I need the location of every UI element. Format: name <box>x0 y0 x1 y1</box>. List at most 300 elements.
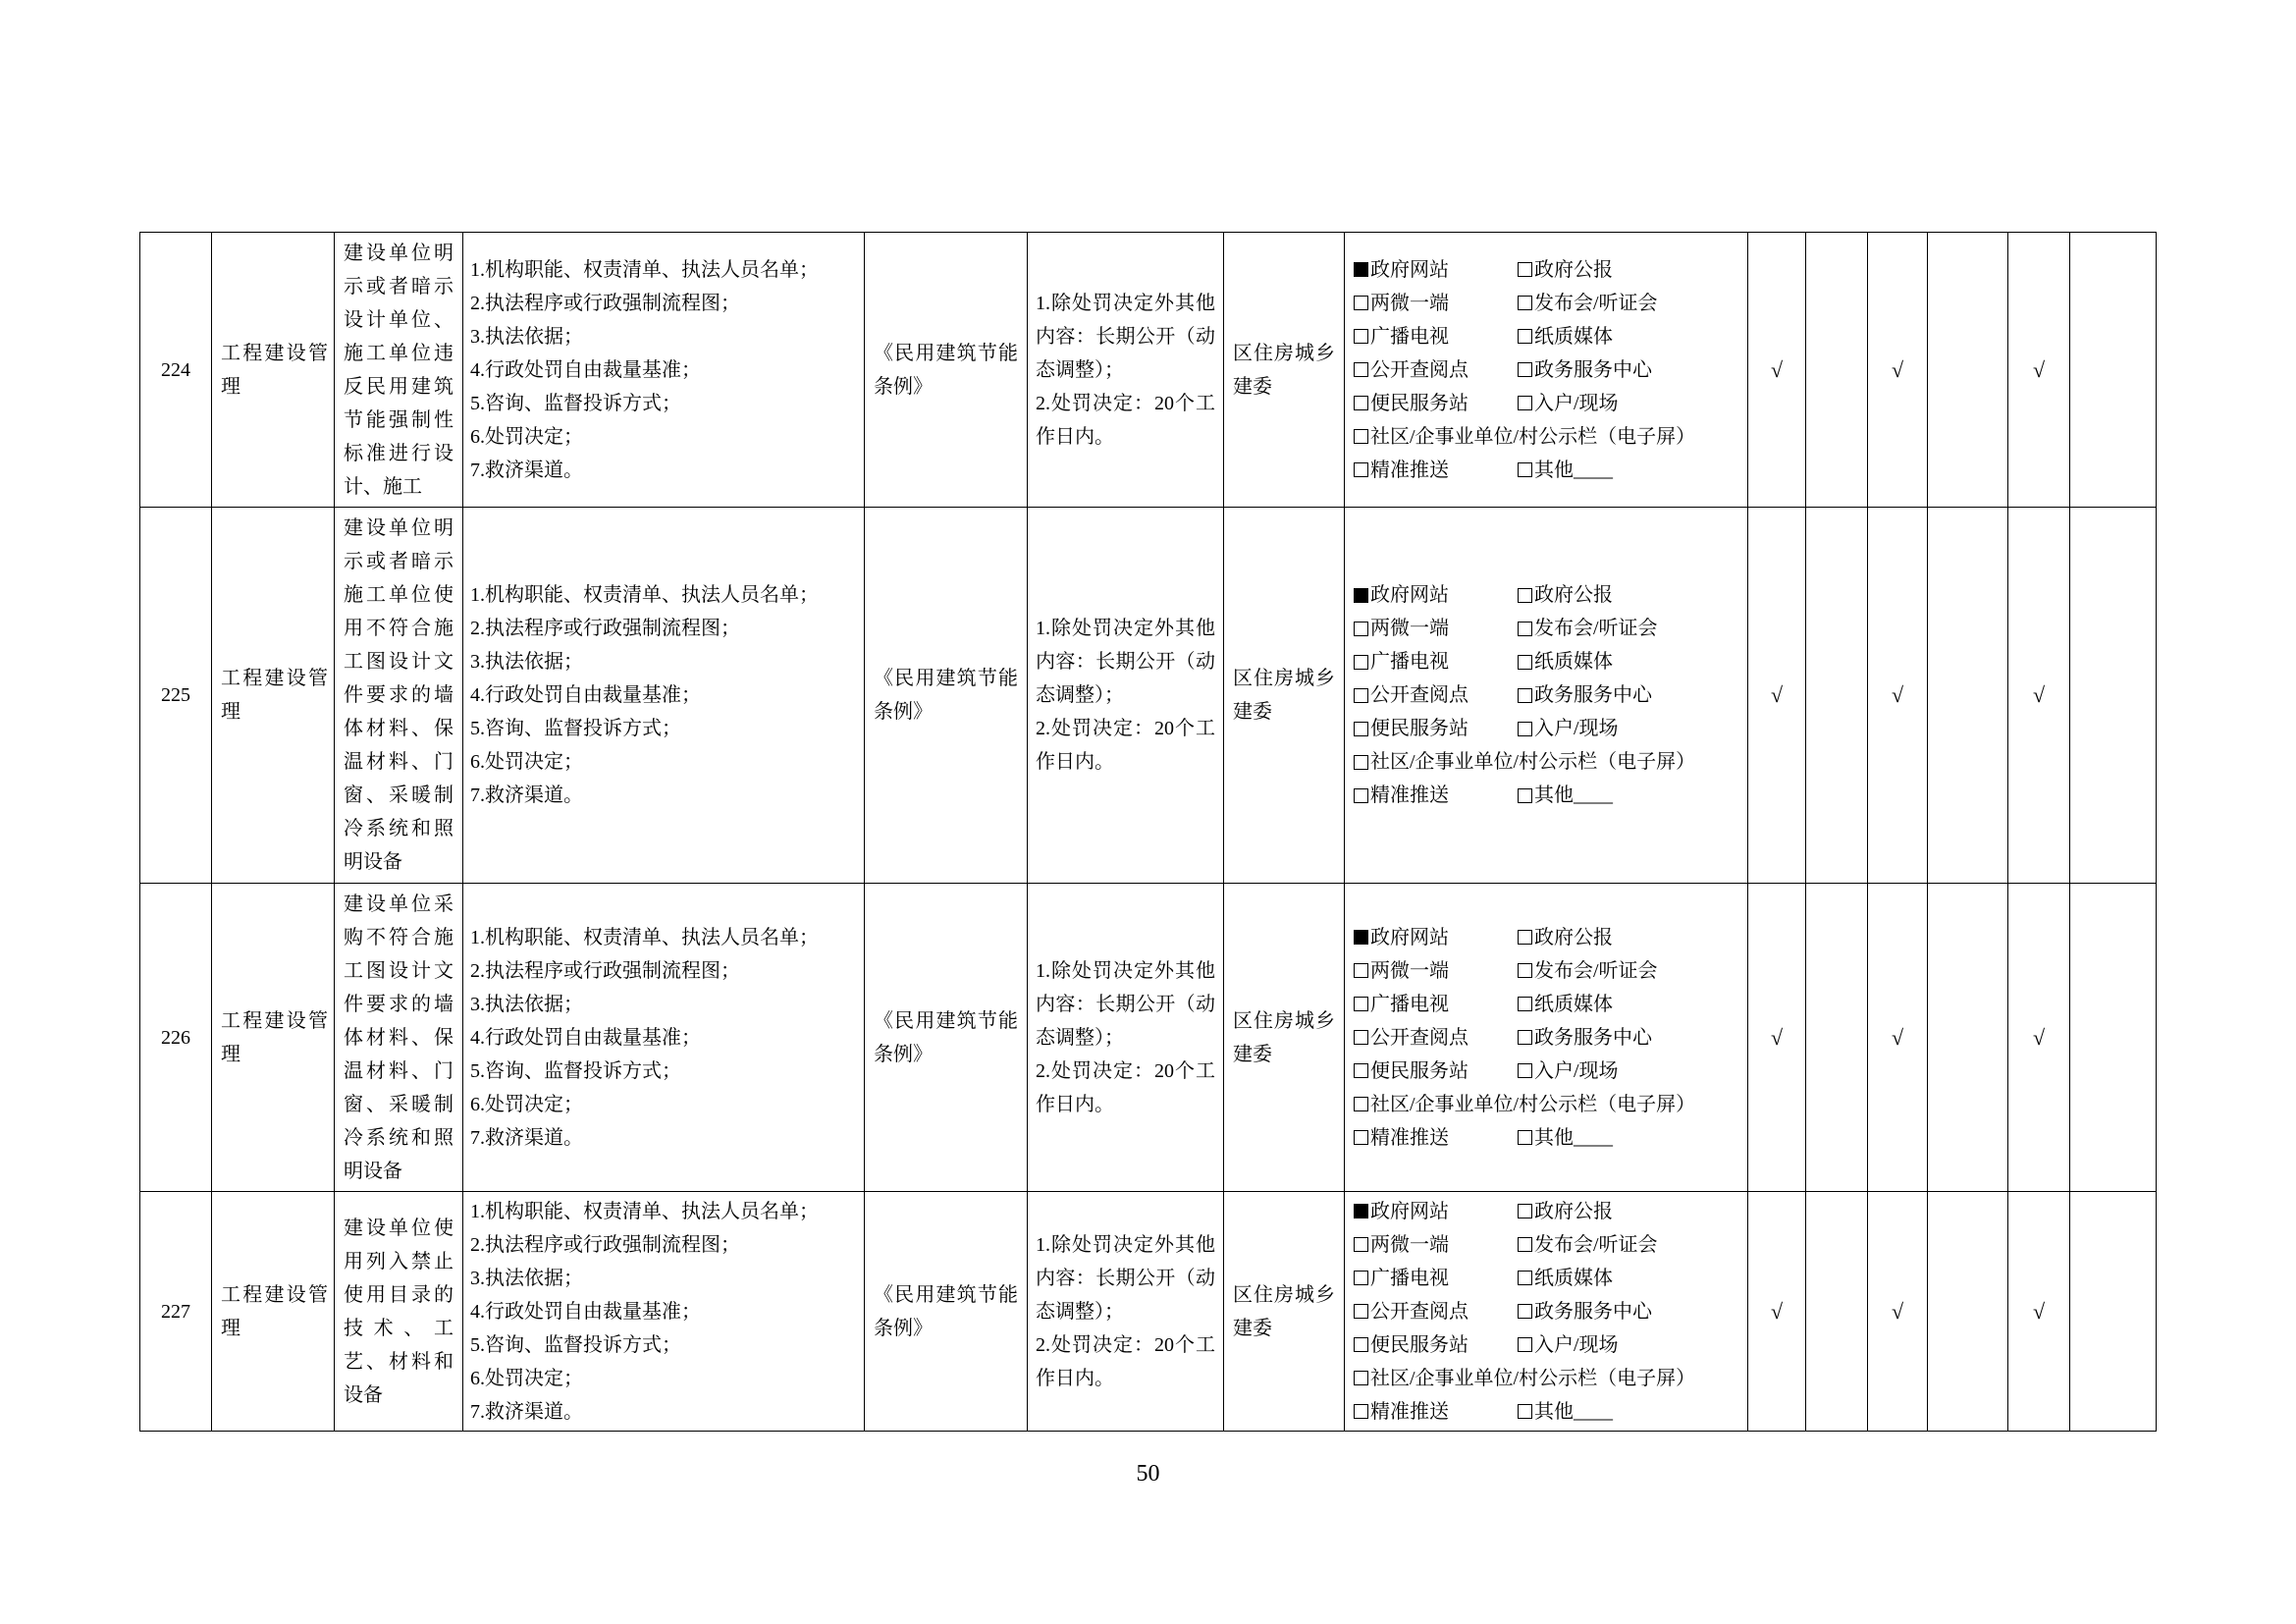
channel-label: 精准推送 <box>1370 1126 1449 1149</box>
time-limit-line: 1.除处罚决定外其他内容：长期公开（动态调整）； <box>1036 959 1215 1049</box>
row-number-cell <box>140 884 212 1192</box>
channel-label: 公开查阅点 <box>1370 684 1468 706</box>
empty-box-icon <box>1354 396 1368 410</box>
channels-cell <box>1345 884 1748 1192</box>
category-cell <box>212 884 335 1192</box>
subject-cell <box>1224 508 1345 884</box>
channel-row <box>1354 578 1743 612</box>
channel-row <box>1354 1195 1743 1228</box>
channel-label: 发布会/听证会 <box>1534 959 1658 982</box>
channel-row <box>1354 678 1743 712</box>
channel-label: 其他____ <box>1534 1126 1613 1149</box>
channel-label: 便民服务站 <box>1370 392 1468 414</box>
check-mark-icon: √ <box>1770 356 1784 382</box>
empty-box-icon <box>1518 1204 1532 1218</box>
channel-option <box>1518 678 1682 712</box>
category-text: 工程建设管理 <box>221 342 328 398</box>
content-line: 2.执法程序或行政强制流程图； <box>470 1233 740 1256</box>
empty-box-icon <box>1518 1304 1532 1319</box>
channel-option <box>1354 420 1695 454</box>
channel-row <box>1354 1328 1743 1362</box>
check-mark-icon: √ <box>1770 682 1784 707</box>
checked-box-icon <box>1354 588 1368 603</box>
table-row <box>140 1192 2157 1432</box>
channel-option <box>1354 779 1518 812</box>
channel-option <box>1518 353 1682 387</box>
empty-box-icon <box>1354 1271 1368 1285</box>
channel-label: 政府公报 <box>1534 258 1613 281</box>
channel-option <box>1354 1055 1518 1088</box>
channel-option <box>1354 712 1518 745</box>
channel-row <box>1354 1121 1743 1155</box>
channel-label: 政府网站 <box>1370 1200 1449 1222</box>
empty-box-icon <box>1518 788 1532 803</box>
channel-label: 公开查阅点 <box>1370 1026 1468 1049</box>
empty-box-icon <box>1518 930 1532 945</box>
content-line: 5.咨询、监督投诉方式； <box>470 1059 681 1082</box>
content-line: 2.执法程序或行政强制流程图； <box>470 618 740 639</box>
content-cell <box>463 1192 865 1432</box>
empty-box-icon <box>1518 1063 1532 1078</box>
channel-label: 社区/企事业单位/村公示栏（电子屏） <box>1370 1367 1696 1389</box>
channel-row <box>1354 1088 1743 1121</box>
subject-text: 区住房城乡建委 <box>1233 342 1335 398</box>
channel-label: 社区/企事业单位/村公示栏（电子屏） <box>1370 1093 1696 1115</box>
channel-label: 入户/现场 <box>1534 718 1619 739</box>
content-line: 5.咨询、监督投诉方式； <box>470 392 681 414</box>
table-row <box>140 508 2157 884</box>
checked-box-icon <box>1354 262 1368 277</box>
row-number: 224 <box>161 358 190 381</box>
check-cell <box>1928 884 2008 1192</box>
content-line: 1.机构职能、权责清单、执法人员名单； <box>470 258 819 281</box>
empty-box-icon <box>1518 1271 1532 1285</box>
channel-option <box>1518 253 1682 287</box>
channel-label: 社区/企事业单位/村公示栏（电子屏） <box>1370 751 1696 773</box>
check-cell <box>1806 884 1868 1192</box>
empty-box-icon <box>1354 963 1368 978</box>
page-number: 50 <box>1136 1461 1160 1487</box>
channel-label: 发布会/听证会 <box>1534 1233 1658 1256</box>
content-line: 6.处罚决定； <box>470 1367 583 1389</box>
check-cell <box>1928 1192 2008 1432</box>
channel-option <box>1354 612 1518 645</box>
channel-label: 政府公报 <box>1534 926 1613 948</box>
channels-cell <box>1345 1192 1748 1432</box>
content-line: 5.咨询、监督投诉方式； <box>470 718 681 739</box>
check-mark-icon: √ <box>1891 356 1904 382</box>
channel-option <box>1354 1088 1695 1121</box>
empty-box-icon <box>1354 329 1368 344</box>
time-limit-line: 1.除处罚决定外其他内容：长期公开（动态调整）； <box>1036 1233 1215 1323</box>
channel-label: 政务服务中心 <box>1534 684 1652 706</box>
channel-option <box>1518 1228 1682 1262</box>
content-line: 3.执法依据； <box>470 651 583 673</box>
channel-option <box>1518 454 1682 487</box>
channel-label: 政务服务中心 <box>1534 1300 1652 1323</box>
channel-row <box>1354 353 1743 387</box>
empty-box-icon <box>1518 722 1532 736</box>
channel-option <box>1518 712 1682 745</box>
empty-box-icon <box>1354 1237 1368 1252</box>
row-number: 226 <box>161 1026 190 1049</box>
content-line: 4.行政处罚自由裁量基准； <box>470 684 701 706</box>
channel-label: 公开查阅点 <box>1370 358 1468 381</box>
channel-option <box>1518 988 1682 1021</box>
channel-option <box>1518 1195 1682 1228</box>
channel-row <box>1354 745 1743 779</box>
empty-box-icon <box>1354 788 1368 803</box>
table-row <box>140 884 2157 1192</box>
channel-label: 其他____ <box>1534 1400 1613 1423</box>
channel-label: 政府公报 <box>1534 1200 1613 1222</box>
empty-box-icon <box>1518 262 1532 277</box>
content-line: 7.救济渠道。 <box>470 459 583 481</box>
time-limit-cell <box>1028 884 1224 1192</box>
channel-label: 便民服务站 <box>1370 1333 1468 1356</box>
row-number: 227 <box>161 1300 190 1323</box>
channel-option <box>1354 1328 1518 1362</box>
content-line: 6.处罚决定； <box>470 751 583 773</box>
channel-option <box>1354 1121 1518 1155</box>
channels-cell <box>1345 508 1748 884</box>
time-limit-line: 2.处罚决定：20个工作日内。 <box>1036 392 1215 448</box>
channel-option <box>1354 921 1518 954</box>
check-cell <box>2070 1192 2157 1432</box>
channel-option <box>1518 1262 1682 1295</box>
channel-row <box>1354 779 1743 812</box>
channel-label: 广播电视 <box>1370 1267 1449 1289</box>
check-mark-icon: √ <box>2032 1298 2046 1324</box>
channel-option <box>1518 954 1682 988</box>
channel-option <box>1354 387 1518 420</box>
channel-label: 政府网站 <box>1370 926 1449 948</box>
content-line: 5.咨询、监督投诉方式； <box>470 1333 681 1356</box>
channel-label: 广播电视 <box>1370 325 1449 348</box>
basis-text: 《民用建筑节能条例》 <box>874 668 1018 723</box>
empty-box-icon <box>1518 296 1532 310</box>
content-line: 7.救济渠道。 <box>470 785 583 806</box>
check-cell <box>1868 884 1928 1192</box>
table-body <box>140 233 2157 1432</box>
empty-box-icon <box>1518 1337 1532 1352</box>
item-text: 建设单位使用列入禁止使用目录的技术、工艺、材料和设备 <box>344 1217 454 1406</box>
subject-cell <box>1224 884 1345 1192</box>
content-line: 4.行政处罚自由裁量基准； <box>470 1300 701 1323</box>
channel-row <box>1354 1395 1743 1429</box>
channel-row <box>1354 1228 1743 1262</box>
content-line: 6.处罚决定； <box>470 1093 583 1115</box>
channel-option <box>1354 988 1518 1021</box>
channel-row <box>1354 612 1743 645</box>
check-cell <box>1748 233 1806 508</box>
empty-box-icon <box>1518 329 1532 344</box>
item-cell <box>335 508 463 884</box>
channel-label: 两微一端 <box>1370 959 1449 982</box>
check-mark-icon: √ <box>1770 1024 1784 1050</box>
channel-label: 政务服务中心 <box>1534 358 1652 381</box>
subject-text: 区住房城乡建委 <box>1233 1009 1335 1065</box>
empty-box-icon <box>1354 462 1368 477</box>
empty-box-icon <box>1354 655 1368 670</box>
channel-option <box>1354 1021 1518 1055</box>
basis-cell <box>865 233 1028 508</box>
content-cell <box>463 233 865 508</box>
channel-label: 两微一端 <box>1370 618 1449 639</box>
channel-option <box>1354 253 1518 287</box>
channel-option <box>1518 387 1682 420</box>
item-text: 建设单位明示或者暗示施工单位使用不符合施工图设计文件要求的墙体材料、保温材料、门窗、采暖制冷系统和照明设备 <box>344 517 454 873</box>
category-text: 工程建设管理 <box>221 1283 328 1339</box>
content-cell <box>463 884 865 1192</box>
item-cell <box>335 1192 463 1432</box>
check-cell <box>2008 1192 2070 1432</box>
empty-box-icon <box>1354 1371 1368 1385</box>
basis-cell <box>865 1192 1028 1432</box>
channel-label: 政府网站 <box>1370 258 1449 281</box>
channel-row <box>1354 420 1743 454</box>
channel-label: 广播电视 <box>1370 651 1449 673</box>
channel-row <box>1354 454 1743 487</box>
check-mark-icon: √ <box>1891 1298 1904 1324</box>
channel-option <box>1354 1262 1518 1295</box>
channel-row <box>1354 954 1743 988</box>
check-mark-icon: √ <box>2032 356 2046 382</box>
empty-box-icon <box>1518 622 1532 636</box>
channel-label: 便民服务站 <box>1370 1059 1468 1082</box>
content-line: 1.机构职能、权责清单、执法人员名单； <box>470 1200 819 1222</box>
channel-option <box>1518 1021 1682 1055</box>
empty-box-icon <box>1354 1304 1368 1319</box>
empty-box-icon <box>1518 396 1532 410</box>
category-cell <box>212 508 335 884</box>
channel-label: 入户/现场 <box>1534 1059 1619 1082</box>
empty-box-icon <box>1518 997 1532 1011</box>
channel-row <box>1354 1362 1743 1395</box>
checked-box-icon <box>1354 930 1368 945</box>
basis-cell <box>865 508 1028 884</box>
item-text: 建设单位明示或者暗示设计单位、施工单位违反民用建筑节能强制性标准进行设计、施工 <box>344 242 454 498</box>
channel-label: 政府公报 <box>1534 584 1613 606</box>
channel-row <box>1354 712 1743 745</box>
category-cell <box>212 233 335 508</box>
empty-box-icon <box>1518 1130 1532 1145</box>
channel-option <box>1354 745 1695 779</box>
row-number-cell <box>140 508 212 884</box>
check-mark-icon: √ <box>1770 1298 1784 1324</box>
channel-label: 精准推送 <box>1370 459 1449 481</box>
checked-box-icon <box>1354 1204 1368 1218</box>
channel-option <box>1518 287 1682 320</box>
time-limit-line: 2.处罚决定：20个工作日内。 <box>1036 1059 1215 1115</box>
empty-box-icon <box>1354 722 1368 736</box>
channel-row <box>1354 287 1743 320</box>
channel-row <box>1354 1295 1743 1328</box>
empty-box-icon <box>1518 1237 1532 1252</box>
channel-option <box>1518 1121 1682 1155</box>
empty-box-icon <box>1518 362 1532 377</box>
channel-label: 发布会/听证会 <box>1534 618 1658 639</box>
channel-option <box>1518 921 1682 954</box>
channel-label: 便民服务站 <box>1370 718 1468 739</box>
channel-label: 发布会/听证会 <box>1534 292 1658 314</box>
item-cell <box>335 884 463 1192</box>
check-cell <box>1748 508 1806 884</box>
empty-box-icon <box>1354 1130 1368 1145</box>
check-mark-icon: √ <box>1891 682 1904 707</box>
subject-cell <box>1224 1192 1345 1432</box>
channel-label: 精准推送 <box>1370 1400 1449 1423</box>
item-text: 建设单位采购不符合施工图设计文件要求的墙体材料、保温材料、门窗、采暖制冷系统和照明设备 <box>344 893 454 1182</box>
channel-option <box>1518 1055 1682 1088</box>
check-cell <box>2008 508 2070 884</box>
subject-cell <box>1224 233 1345 508</box>
empty-box-icon <box>1354 1097 1368 1111</box>
content-line: 7.救济渠道。 <box>470 1400 583 1423</box>
empty-box-icon <box>1354 622 1368 636</box>
channel-option <box>1354 578 1518 612</box>
channel-option <box>1518 645 1682 678</box>
subject-text: 区住房城乡建委 <box>1233 1283 1335 1339</box>
empty-box-icon <box>1518 1404 1532 1419</box>
channel-option <box>1354 1362 1695 1395</box>
empty-box-icon <box>1354 997 1368 1011</box>
content-line: 1.机构职能、权责清单、执法人员名单； <box>470 926 819 948</box>
channel-label: 精准推送 <box>1370 785 1449 806</box>
time-limit-cell <box>1028 233 1224 508</box>
time-limit-cell <box>1028 508 1224 884</box>
subject-text: 区住房城乡建委 <box>1233 668 1335 723</box>
content-line: 7.救济渠道。 <box>470 1126 583 1149</box>
channel-label: 广播电视 <box>1370 993 1449 1015</box>
channel-row <box>1354 387 1743 420</box>
check-cell <box>2008 884 2070 1192</box>
check-cell <box>2070 508 2157 884</box>
channel-label: 公开查阅点 <box>1370 1300 1468 1323</box>
empty-box-icon <box>1518 588 1532 603</box>
content-line: 2.执法程序或行政强制流程图； <box>470 959 740 982</box>
time-limit-line: 2.处罚决定：20个工作日内。 <box>1036 718 1215 773</box>
check-cell <box>1868 233 1928 508</box>
check-cell <box>1748 1192 1806 1432</box>
category-cell <box>212 1192 335 1432</box>
channel-option <box>1354 454 1518 487</box>
content-line: 1.机构职能、权责清单、执法人员名单； <box>470 584 819 606</box>
channel-row <box>1354 988 1743 1021</box>
check-cell <box>1928 508 2008 884</box>
channel-option <box>1518 320 1682 353</box>
empty-box-icon <box>1354 362 1368 377</box>
basis-text: 《民用建筑节能条例》 <box>874 1283 1018 1339</box>
channel-label: 政府网站 <box>1370 584 1449 606</box>
channel-option <box>1354 954 1518 988</box>
category-text: 工程建设管理 <box>221 668 328 723</box>
channel-row <box>1354 253 1743 287</box>
time-limit-cell <box>1028 1192 1224 1432</box>
empty-box-icon <box>1354 1404 1368 1419</box>
channel-row <box>1354 320 1743 353</box>
channel-option <box>1354 320 1518 353</box>
empty-box-icon <box>1518 462 1532 477</box>
empty-box-icon <box>1518 963 1532 978</box>
channel-option <box>1354 645 1518 678</box>
empty-box-icon <box>1354 1030 1368 1045</box>
content-line: 4.行政处罚自由裁量基准； <box>470 358 701 381</box>
basis-text: 《民用建筑节能条例》 <box>874 342 1018 398</box>
row-number-cell <box>140 1192 212 1432</box>
channel-label: 纸质媒体 <box>1534 325 1613 348</box>
time-limit-line: 2.处罚决定：20个工作日内。 <box>1036 1333 1215 1389</box>
channel-label: 入户/现场 <box>1534 1333 1619 1356</box>
check-cell <box>2070 233 2157 508</box>
channel-label: 纸质媒体 <box>1534 1267 1613 1289</box>
check-mark-icon: √ <box>2032 682 2046 707</box>
content-line: 3.执法依据； <box>470 1267 583 1289</box>
channel-label: 入户/现场 <box>1534 392 1619 414</box>
channel-label: 其他____ <box>1534 459 1613 481</box>
content-line: 6.处罚决定； <box>470 425 583 448</box>
channel-label: 社区/企事业单位/村公示栏（电子屏） <box>1370 425 1696 448</box>
empty-box-icon <box>1354 755 1368 770</box>
content-line: 3.执法依据； <box>470 325 583 348</box>
channel-option <box>1354 1295 1518 1328</box>
category-text: 工程建设管理 <box>221 1009 328 1065</box>
check-cell <box>1868 508 1928 884</box>
content-line: 3.执法依据； <box>470 993 583 1015</box>
row-number-cell <box>140 233 212 508</box>
channel-label: 两微一端 <box>1370 292 1449 314</box>
channel-option <box>1354 1395 1518 1429</box>
empty-box-icon <box>1354 429 1368 444</box>
channel-option <box>1518 578 1682 612</box>
channel-label: 纸质媒体 <box>1534 993 1613 1015</box>
channel-label: 其他____ <box>1534 785 1613 806</box>
empty-box-icon <box>1354 296 1368 310</box>
channel-option <box>1518 1295 1682 1328</box>
empty-box-icon <box>1354 1337 1368 1352</box>
channel-option <box>1354 678 1518 712</box>
channel-row <box>1354 921 1743 954</box>
channel-option <box>1354 287 1518 320</box>
basis-text: 《民用建筑节能条例》 <box>874 1009 1018 1065</box>
channels-cell <box>1345 233 1748 508</box>
channel-row <box>1354 645 1743 678</box>
channel-option <box>1354 1195 1518 1228</box>
check-cell <box>1868 1192 1928 1432</box>
check-mark-icon: √ <box>1891 1024 1904 1050</box>
channel-option <box>1518 1328 1682 1362</box>
table-row <box>140 233 2157 508</box>
content-cell <box>463 508 865 884</box>
empty-box-icon <box>1518 1030 1532 1045</box>
row-number: 225 <box>161 684 190 706</box>
check-cell <box>1748 884 1806 1192</box>
empty-box-icon <box>1518 655 1532 670</box>
check-cell <box>2008 233 2070 508</box>
channel-option <box>1518 1395 1682 1429</box>
check-mark-icon: √ <box>2032 1024 2046 1050</box>
empty-box-icon <box>1518 688 1532 703</box>
basis-cell <box>865 884 1028 1192</box>
content-line: 2.执法程序或行政强制流程图； <box>470 292 740 314</box>
time-limit-line: 1.除处罚决定外其他内容：长期公开（动态调整）； <box>1036 618 1215 706</box>
check-cell <box>1806 233 1868 508</box>
content-line: 4.行政处罚自由裁量基准； <box>470 1026 701 1049</box>
channel-row <box>1354 1055 1743 1088</box>
check-cell <box>1928 233 2008 508</box>
channel-label: 政务服务中心 <box>1534 1026 1652 1049</box>
channel-row <box>1354 1021 1743 1055</box>
